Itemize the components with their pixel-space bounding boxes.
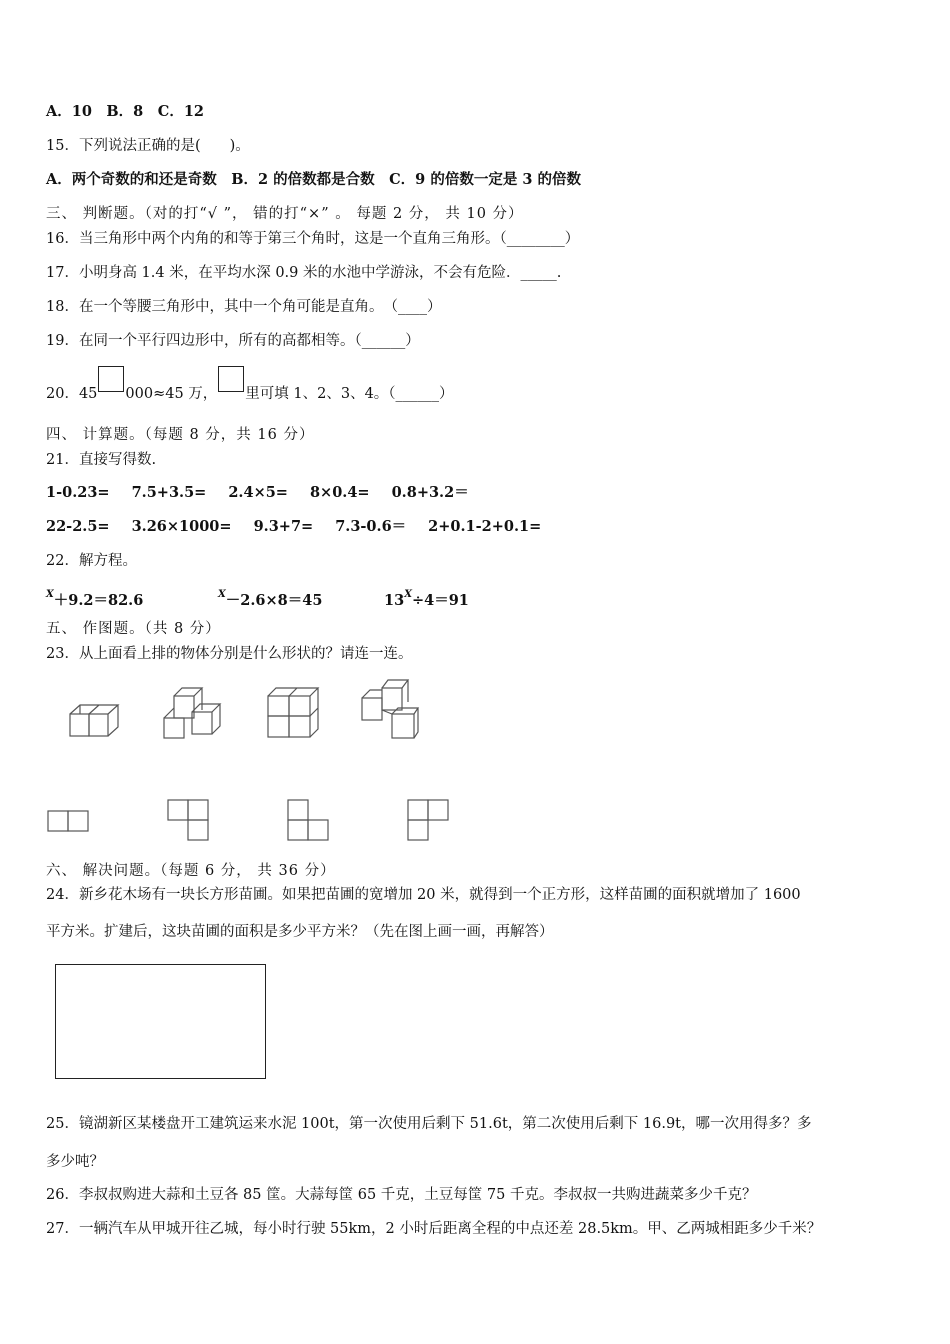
calc-item: 2+0.1-2+0.1= — [428, 518, 542, 535]
q15-options: A．两个奇数的和还是奇数 B．2 的倍数都是合数 C．9 的倍数一定是 3 的倍数 — [46, 171, 582, 188]
q15-stem: 15．下列说法正确的是( )。 — [46, 138, 250, 154]
calc-item: 7.3-0.6＝ — [335, 518, 407, 535]
q25-line-2: 多少吨？ — [46, 1154, 104, 1170]
calc-item: 2.4×5= — [228, 484, 288, 501]
calc-item: 22-2.5= — [46, 518, 110, 535]
q16: 16．当三角形中两个内角的和等于第三个角时，这是一个直角三角形。（________） — [46, 231, 580, 247]
section3-title: 三、 判断题。（对的打“√ ”， 错的打“×” 。 每题 2 分， 共 10 分） — [46, 206, 524, 222]
section4-title: 四、 计算题。（每题 8 分，共 16 分） — [46, 427, 315, 443]
blank-box — [218, 366, 244, 392]
calc-row-1 — [46, 483, 491, 503]
top-view-3 — [284, 798, 332, 844]
section5-title: 五、 作图题。（共 8 分） — [46, 621, 221, 637]
calc-item: 1-0.23= — [46, 484, 110, 501]
equation-1: $^X$＋9.2＝82.6 — [46, 589, 144, 609]
section6-title: 六、 解决问题。（每题 6 分， 共 36 分） — [46, 863, 336, 879]
q24-line-2: 平方米。扩建后，这块苗圃的面积是多少平方米？（先在图上画一画，再解答） — [46, 924, 554, 940]
q20-part-a: 20．45 — [46, 386, 98, 402]
calc-item: 7.5+3.5= — [131, 484, 207, 501]
q17: 17．小明身高 1.4 米，在平均水深 0.9 米的水池中学游泳，不会有危险．_____. — [46, 265, 562, 281]
q19: 19．在同一个平行四边形中，所有的高都相等。（______） — [46, 333, 420, 349]
q24-line-1: 24．新乡花木场有一块长方形苗圃。如果把苗圃的宽增加 20 米，就得到一个正方形，这样苗圃的面积就增加了 1600 — [46, 887, 801, 903]
q18: 18．在一个等腰三角形中，其中一个角可能是直角。 （____） — [46, 299, 442, 315]
x-variable: X — [46, 589, 54, 600]
cube-figure-2 — [160, 682, 226, 742]
x-variable: X — [218, 589, 226, 600]
calc-row-2 — [46, 517, 563, 537]
calc-item: 8×0.4= — [309, 484, 370, 501]
cube-figure-3 — [264, 684, 322, 740]
q26: 26．李叔叔购进大蒜和土豆各 85 筐。大蒜每筐 65 千克，土豆每筐 75 千克。李叔叔一共购进蔬菜多少千克？ — [46, 1187, 757, 1203]
q23: 23．从上面看上排的物体分别是什么形状的？请连一连。 — [46, 646, 413, 662]
q27: 27．一辆汽车从甲城开往乙城，每小时行驶 55km，2 小时后距离全程的中点还差 28.5km。甲、乙两城相距多少千米？ — [46, 1221, 822, 1237]
q25-line-1: 25．镜湖新区某楼盘开工建筑运来水泥 100t，第一次使用后剩下 51.6t，第二次使用后剩下 16.9t，哪一次用得多？多 — [46, 1116, 812, 1132]
cube-figure-4 — [356, 676, 424, 742]
cube-figure-1 — [66, 696, 126, 740]
nursery-rectangle-drawing[interactable] — [55, 964, 266, 1079]
q20 — [46, 378, 454, 404]
top-view-2 — [164, 798, 212, 844]
equation-3: $13^X\div 4=91$ — [384, 589, 469, 609]
equation-2: $^X$－2.6×8＝45 — [218, 589, 323, 609]
x-variable: X — [404, 589, 412, 600]
q20-part-c: 里可填 1、2、3、4。（______） — [245, 386, 454, 402]
top-view-4 — [404, 798, 452, 844]
top-view-1 — [46, 808, 92, 834]
blank-box — [98, 366, 124, 392]
q21: 21．直接写得数. — [46, 452, 157, 468]
calc-item: 3.26×1000= — [131, 518, 232, 535]
calc-item: 9.3+7= — [253, 518, 314, 535]
q22: 22．解方程。 — [46, 553, 137, 569]
q14-options: A．10 B．8 C．12 — [46, 103, 204, 120]
calc-item: 0.8+3.2＝ — [391, 484, 469, 501]
q20-part-b: 000≈45 万， — [125, 386, 218, 402]
